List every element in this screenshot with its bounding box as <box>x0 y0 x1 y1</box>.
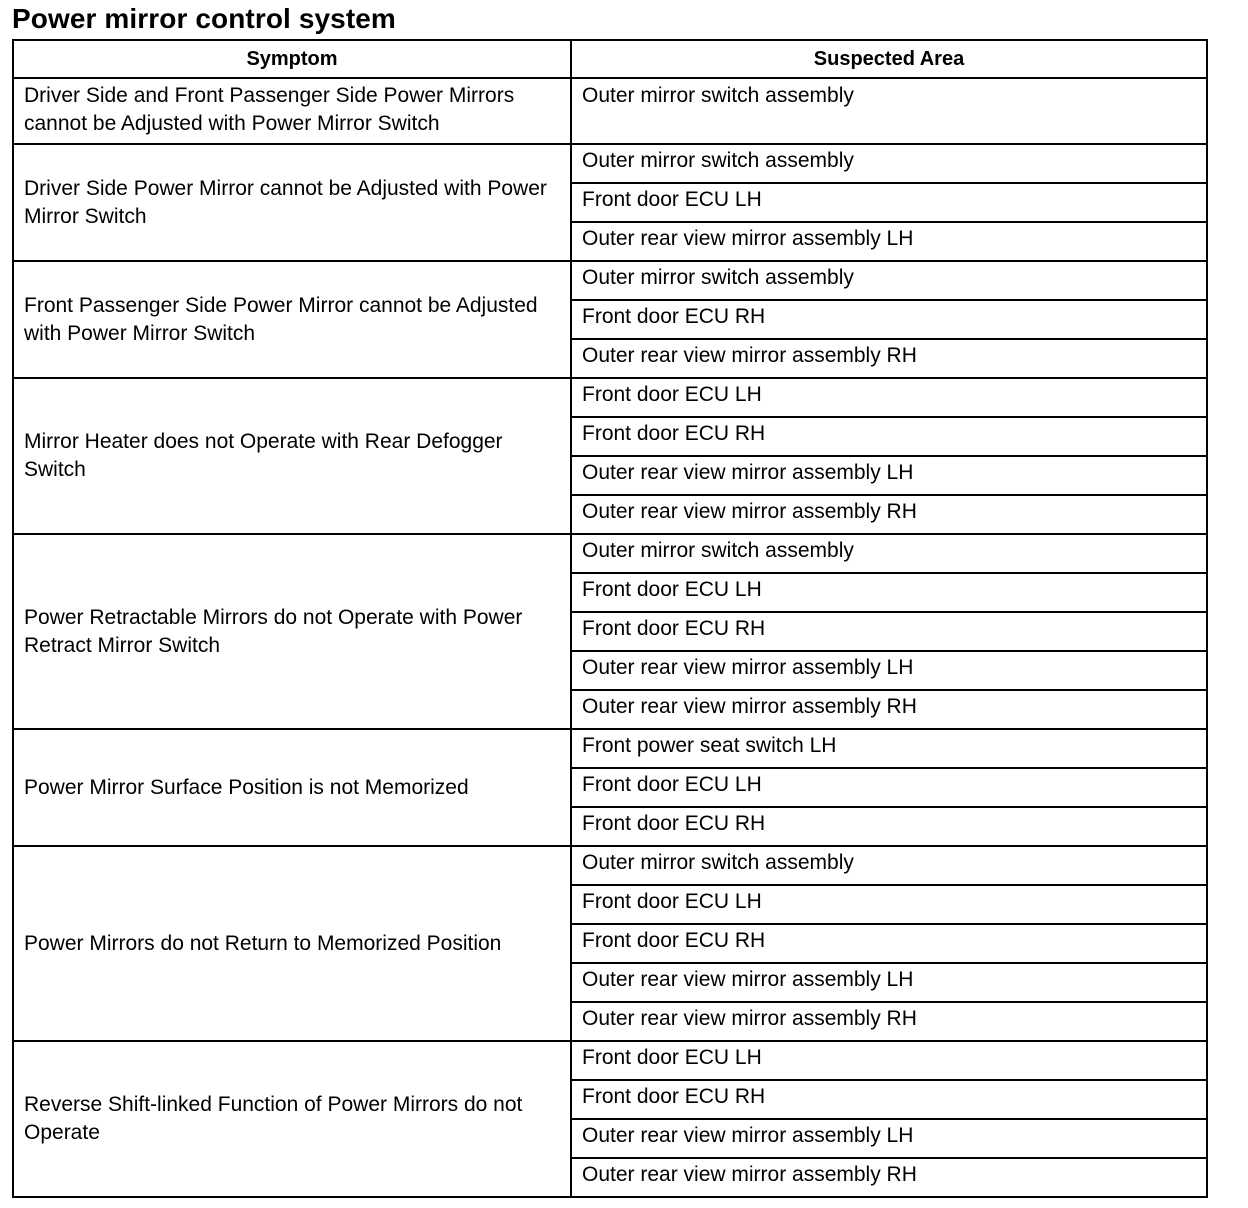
suspected-area-cell: Outer rear view mirror assembly LH <box>571 456 1207 495</box>
symptom-cell: Reverse Shift-linked Function of Power Mirrors do not Operate <box>13 1041 571 1197</box>
suspected-area-cell: Front door ECU LH <box>571 768 1207 807</box>
symptom-cell: Front Passenger Side Power Mirror cannot be Adjusted with Power Mirror Switch <box>13 261 571 378</box>
symptom-cell: Driver Side and Front Passenger Side Power Mirrors cannot be Adjusted with Power Mirror Switch <box>13 78 571 144</box>
table-row <box>13 534 1207 573</box>
suspected-area-cell: Front door ECU LH <box>571 1041 1207 1080</box>
suspected-area-cell: Outer rear view mirror assembly LH <box>571 222 1207 261</box>
table-row <box>13 78 1207 144</box>
suspected-area-cell: Outer mirror switch assembly <box>571 534 1207 573</box>
suspected-area-cell: Outer mirror switch assembly <box>571 846 1207 885</box>
suspected-area-cell: Front door ECU LH <box>571 378 1207 417</box>
suspected-area-cell: Outer rear view mirror assembly RH <box>571 1002 1207 1041</box>
suspected-area-cell: Front door ECU LH <box>571 183 1207 222</box>
suspected-area-cell: Outer mirror switch assembly <box>571 78 1207 144</box>
table-row <box>13 846 1207 885</box>
suspected-area-cell: Front door ECU RH <box>571 924 1207 963</box>
suspected-area-cell: Outer rear view mirror assembly LH <box>571 651 1207 690</box>
table-row <box>13 144 1207 183</box>
symptom-cell: Power Mirrors do not Return to Memorized Position <box>13 846 571 1041</box>
table-row <box>13 378 1207 417</box>
suspected-area-cell: Outer mirror switch assembly <box>571 144 1207 183</box>
suspected-area-cell: Front door ECU RH <box>571 807 1207 846</box>
suspected-area-cell: Outer rear view mirror assembly RH <box>571 1158 1207 1197</box>
page-title: Power mirror control system <box>12 3 396 34</box>
suspected-area-cell: Outer rear view mirror assembly RH <box>571 690 1207 729</box>
table-body <box>13 78 1207 1197</box>
symptom-cell: Power Retractable Mirrors do not Operate with Power Retract Mirror Switch <box>13 534 571 729</box>
suspected-area-cell: Front door ECU LH <box>571 573 1207 612</box>
table-row <box>13 729 1207 768</box>
suspected-area-cell: Outer rear view mirror assembly RH <box>571 339 1207 378</box>
table-row <box>13 261 1207 300</box>
suspected-area-cell: Front door ECU RH <box>571 300 1207 339</box>
suspected-area-cell: Front door ECU RH <box>571 612 1207 651</box>
symptom-cell: Power Mirror Surface Position is not Memorized <box>13 729 571 846</box>
column-header-symptom: Symptom <box>13 40 571 78</box>
suspected-area-cell: Front door ECU LH <box>571 885 1207 924</box>
suspected-area-cell: Outer rear view mirror assembly LH <box>571 963 1207 1002</box>
suspected-area-cell: Outer rear view mirror assembly LH <box>571 1119 1207 1158</box>
table-header-row <box>13 40 1207 78</box>
suspected-area-cell: Outer rear view mirror assembly RH <box>571 495 1207 534</box>
suspected-area-cell: Front power seat switch LH <box>571 729 1207 768</box>
symptom-cell: Mirror Heater does not Operate with Rear Defogger Switch <box>13 378 571 534</box>
suspected-area-cell: Outer mirror switch assembly <box>571 261 1207 300</box>
symptom-table <box>12 39 1208 1198</box>
symptom-cell: Driver Side Power Mirror cannot be Adjusted with Power Mirror Switch <box>13 144 571 261</box>
table-row <box>13 1041 1207 1080</box>
suspected-area-cell: Front door ECU RH <box>571 1080 1207 1119</box>
column-header-suspected-area: Suspected Area <box>571 40 1207 78</box>
suspected-area-cell: Front door ECU RH <box>571 417 1207 456</box>
